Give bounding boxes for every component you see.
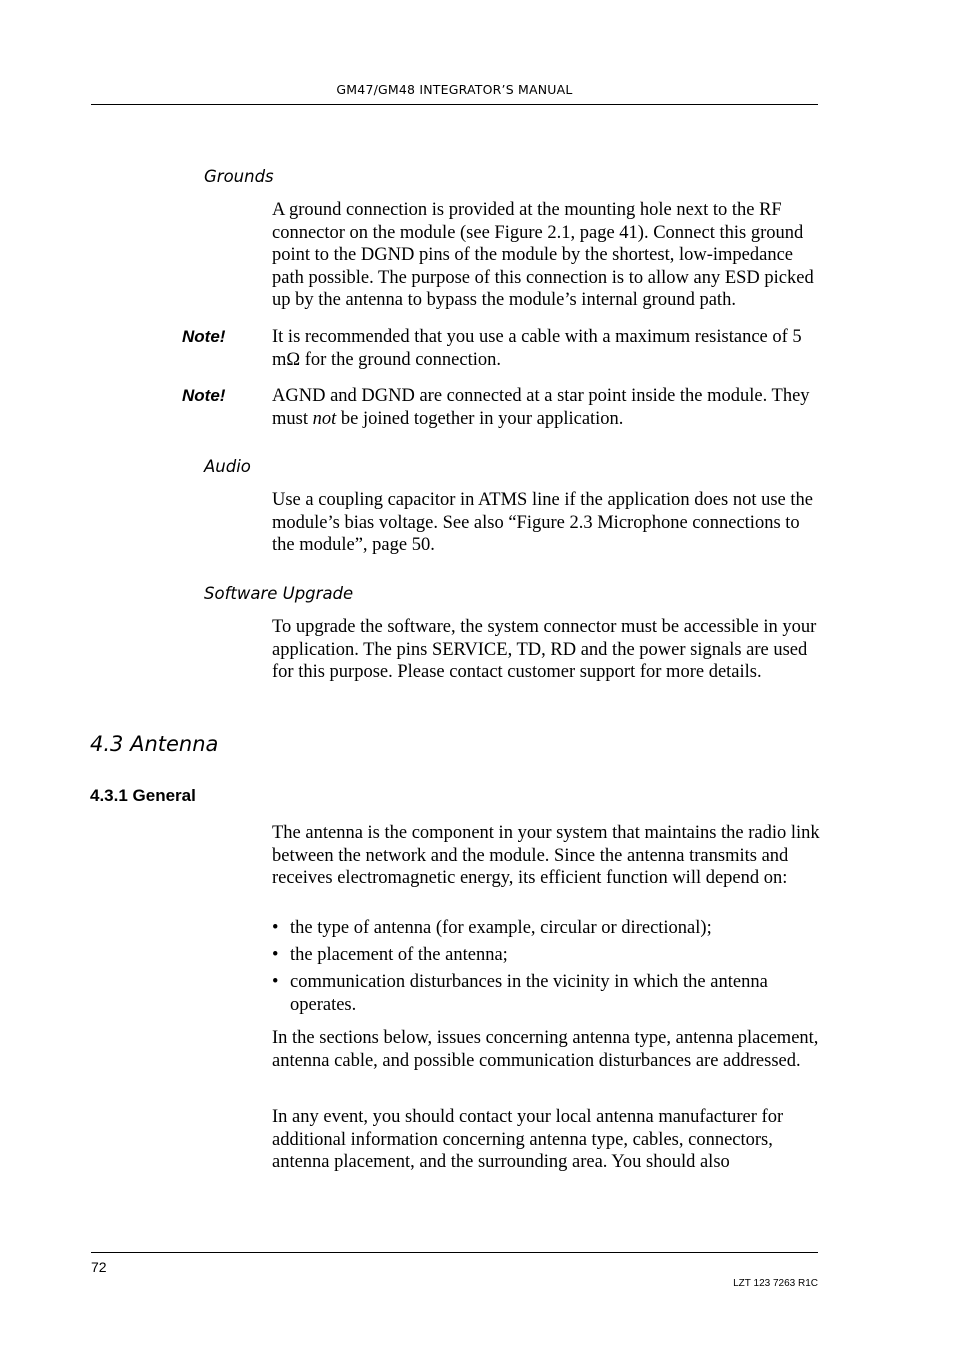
document-id: LZT 123 7263 R1C	[733, 1278, 818, 1289]
subsection-title: 4.3.1 General	[90, 786, 196, 805]
bullet-item	[272, 971, 820, 1016]
bullet-text: the placement of the antenna;	[290, 945, 508, 965]
bullet-item	[272, 917, 820, 940]
page-number: 72	[91, 1259, 107, 1275]
note-text-1: It is recommended that you use a cable with a maximum resistance of 5 mΩ for the ground connection.	[272, 327, 802, 370]
running-header: GM47/GM48 INTEGRATOR’S MANUAL	[336, 82, 573, 97]
software-upgrade-paragraph: To upgrade the software, the system connector must be accessible in your application. The pins SERVICE, TD, RD and the power signals are used for this purpose. Please contact customer support for more details.	[272, 617, 817, 682]
audio-paragraph: Use a coupling capacitor in ATMS line if the application does not use the module’s bias voltage. See also “Figure 2.3 Microphone connections to the module”, page 50.	[272, 490, 813, 555]
footer-rule	[91, 1252, 818, 1253]
general-intro-paragraph: The antenna is the component in your system that maintains the radio link between the network and the module. Since the antenna transmits and receives electromagnetic energy, its efficient function will depend on:	[272, 823, 820, 888]
bullet-text: communication disturbances in the vicinity in which the antenna operates.	[290, 972, 768, 1015]
audio-heading: Audio	[204, 457, 251, 476]
note-text-2a: AGND and DGND are connected at a star point inside the module. They must	[272, 386, 810, 429]
bullet-item	[272, 944, 820, 967]
section-title: 4.3 Antenna	[90, 732, 219, 756]
note-text-2	[272, 385, 820, 430]
software-upgrade-heading: Software Upgrade	[204, 584, 354, 603]
note-text-2b: be joined together in your application.	[336, 408, 624, 429]
note-text-2-emphasis: not	[312, 408, 337, 429]
bullet-dot: •	[272, 945, 279, 965]
note-label-1: Note!	[182, 327, 226, 346]
header-rule	[91, 104, 818, 105]
grounds-heading: Grounds	[204, 167, 274, 186]
bullet-dot: •	[272, 972, 279, 992]
bullet-dot: •	[272, 918, 279, 938]
bullet-text: the type of antenna (for example, circular or directional);	[290, 918, 712, 938]
general-paragraph-3: In any event, you should contact your local antenna manufacturer for additional information concerning antenna type, cables, connectors, antenna placement, and the surrounding area. You should also	[272, 1107, 784, 1172]
general-paragraph-2: In the sections below, issues concerning antenna type, antenna placement, antenna cable, and possible communication disturbances are addressed.	[272, 1028, 819, 1071]
grounds-paragraph: A ground connection is provided at the mounting hole next to the RF connector on the module (see Figure 2.1, page 41). Connect this ground point to the DGND pins of the module by the shortest, low-impedance path possible. The purpose of this connection is to allow any ESD picked up by the antenna to bypass the module’s internal ground path.	[272, 200, 814, 310]
note-label-2: Note!	[182, 386, 226, 405]
